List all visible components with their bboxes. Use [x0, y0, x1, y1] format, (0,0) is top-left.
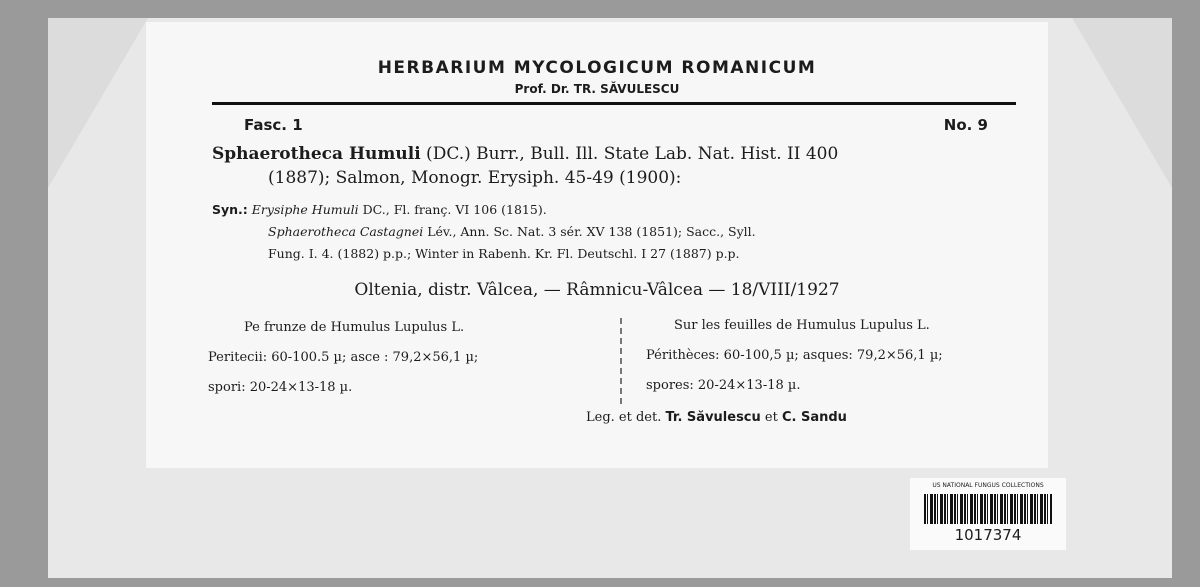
collector-2: C. Sandu	[781, 410, 847, 425]
species-line-1	[212, 144, 838, 164]
romanian-measurements: Peritecii: 60-100.5 µ; asce : 79,2×56,1 µ;	[208, 350, 479, 365]
fascicle-label: Fasc. 1	[244, 116, 303, 134]
romanian-host: Pe frunze de Humulus Lupulus L.	[244, 320, 465, 335]
locality: Oltenia, distr. Vâlcea, — Râmnicu-Vâlcea — 18/VIII/1927	[354, 280, 840, 300]
synonym-line-2	[268, 224, 756, 239]
collector-1: Tr. Săvulescu	[665, 410, 761, 425]
species-line-2: (1887); Salmon, Monogr. Erysiph. 45-49 (1900):	[268, 168, 682, 188]
column-divider	[620, 318, 622, 404]
herbarium-title: HERBARIUM MYCOLOGICUM ROMANICUM	[377, 58, 817, 78]
synonym-line-3: Fung. I. 4. (1882) p.p.; Winter in Rabenh. Kr. Fl. Deutschl. I 27 (1887) p.p.	[268, 246, 740, 261]
french-host: Sur les feuilles de Humulus Lupulus L.	[674, 318, 930, 333]
collectors	[586, 410, 847, 425]
specimen-number: No. 9	[943, 116, 988, 134]
collectors-middle: et	[760, 410, 782, 425]
synonym-label: Syn.:	[212, 202, 248, 217]
synonym-2-citation: Lév., Ann. Sc. Nat. 3 sér. XV 138 (1851); Sacc., Syll.	[423, 224, 756, 239]
french-spores: spores: 20-24×13-18 µ.	[646, 378, 801, 393]
french-measurements: Périthèces: 60-100,5 µ; asques: 79,2×56,1 µ;	[646, 348, 943, 363]
species-name: Sphaerotheca Humuli	[212, 144, 421, 164]
envelope-flap-left	[48, 18, 148, 188]
synonym-line-1	[212, 202, 547, 217]
synonym-2-name: Sphaerotheca Castagnei	[268, 224, 424, 239]
barcode-stamp	[910, 478, 1066, 550]
barcode-number: 1017374	[954, 526, 1022, 544]
romanian-spores: spori: 20-24×13-18 µ.	[208, 380, 353, 395]
stamp-header: US NATIONAL FUNGUS COLLECTIONS	[932, 482, 1044, 489]
species-citation: (DC.) Burr., Bull. Ill. State Lab. Nat. Hist. II 400	[420, 144, 839, 164]
specimen-label	[146, 22, 1048, 468]
header-rule	[212, 102, 1016, 105]
envelope-flap-right	[1072, 18, 1172, 188]
barcode	[924, 494, 1052, 524]
herbarium-subtitle: Prof. Dr. TR. SĂVULESCU	[514, 82, 680, 96]
synonym-1-name: Erysiphe Humuli	[251, 202, 359, 217]
collectors-prefix: Leg. et det.	[586, 410, 666, 425]
synonym-1-citation: DC., Fl. franç. VI 106 (1815).	[358, 202, 547, 217]
